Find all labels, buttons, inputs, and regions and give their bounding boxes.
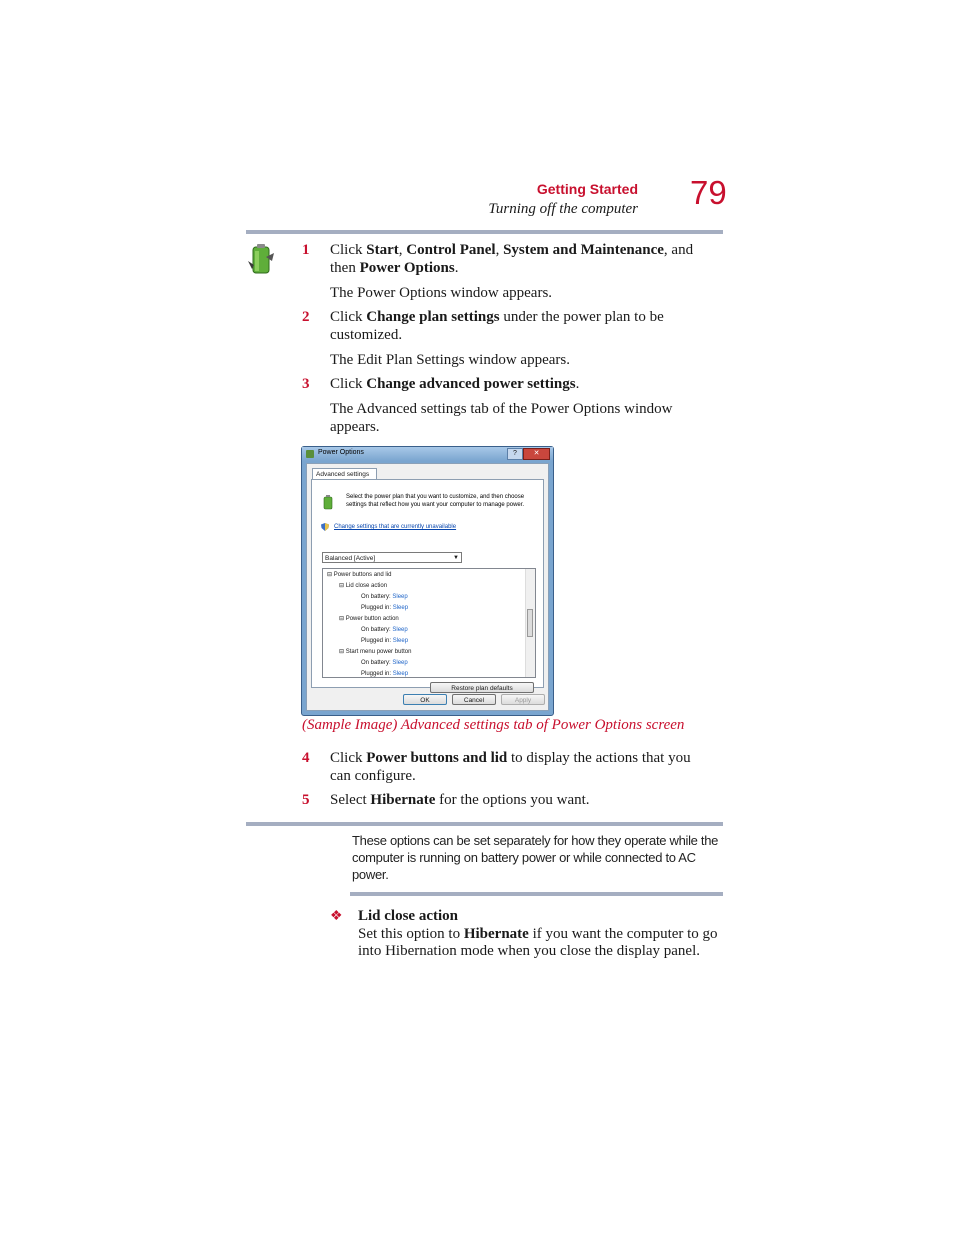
battery-icon xyxy=(246,243,276,277)
shield-icon xyxy=(321,523,329,531)
text-run: for the options you want. xyxy=(435,792,590,808)
step-3-result: The Advanced settings tab of the Power Options window appears. xyxy=(330,401,673,435)
advanced-settings-panel xyxy=(311,479,544,692)
emphasis-term: Change plan settings xyxy=(366,309,500,325)
tree-row: On battery: Sleep xyxy=(361,660,408,666)
step-2 xyxy=(302,308,722,344)
apply-button: Apply xyxy=(501,694,545,705)
restore-defaults-button: Restore plan defaults xyxy=(430,682,534,693)
text-run: Click xyxy=(330,750,367,766)
cancel-button: Cancel xyxy=(452,694,496,705)
text-run: Set this option to xyxy=(358,925,464,942)
window-title: Power Options xyxy=(318,449,364,456)
tree-row: Plugged in: Sleep xyxy=(361,671,409,677)
tree-row: Plugged in: Sleep xyxy=(361,638,409,644)
text-run: . xyxy=(454,260,459,276)
tree-row: ⊟ Power button action xyxy=(339,616,399,622)
tree-row: ⊟ Lid close action xyxy=(339,583,388,589)
tree-row: ⊟ Power buttons and lid xyxy=(327,572,392,578)
power-options-window-image xyxy=(301,446,554,716)
window-titlebar xyxy=(302,447,553,461)
plan-dropdown xyxy=(322,552,462,563)
text-run: , xyxy=(398,242,407,258)
panel-description: Select the power plan that you want to customize, and then choose settings that reflect how you want your computer to manage power. xyxy=(346,494,525,508)
emphasis-term: Hibernate xyxy=(463,925,529,942)
tree-toggle: ⊟ xyxy=(339,616,345,622)
note-top-rule xyxy=(246,822,723,826)
step-3 xyxy=(302,375,722,393)
text-run: , xyxy=(495,242,504,258)
note-text: These options can be set separately for how they operate while the computer is running on battery power or while connected to AC power. xyxy=(352,833,719,882)
plan-selected: Balanced [Active] xyxy=(325,555,376,562)
step-text xyxy=(330,375,722,393)
battery-icon xyxy=(320,494,336,510)
bullet-marker: ❖ xyxy=(330,909,343,924)
header-rule xyxy=(246,230,723,234)
text-run: Click xyxy=(330,309,367,325)
step-number: 3 xyxy=(302,376,310,392)
emphasis-term: Power buttons and lid xyxy=(366,750,508,766)
text-run: Click xyxy=(330,242,367,258)
window-client xyxy=(306,463,549,711)
section-title: Getting Started xyxy=(536,181,638,197)
close-button: ✕ xyxy=(523,448,550,460)
tree-row: Plugged in: Sleep xyxy=(361,605,409,611)
text-run: , and then xyxy=(330,242,694,276)
emphasis-term: Control Panel xyxy=(406,242,496,258)
text-run: if you want the computer to go into Hibernation mode when you close the display panel. xyxy=(358,925,718,959)
text-run: Select xyxy=(330,792,371,808)
step-text xyxy=(330,308,722,344)
power-options-icon xyxy=(306,450,314,458)
tree-row: On battery: Sleep xyxy=(361,594,408,600)
scrollbar-thumb xyxy=(527,609,533,637)
step-text xyxy=(330,749,710,785)
step-number: 1 xyxy=(302,242,310,258)
step-1-result: The Power Options window appears. xyxy=(330,285,553,301)
text-run: Click xyxy=(330,376,367,392)
step-5 xyxy=(302,791,722,809)
tree-toggle: ⊟ xyxy=(339,649,345,655)
bullet-title: Lid close action xyxy=(358,908,458,924)
step-number: 5 xyxy=(302,792,310,808)
step-number: 4 xyxy=(302,750,310,766)
bullet-text xyxy=(358,926,722,961)
tree-scrollbar xyxy=(525,569,535,677)
emphasis-term: Power Options xyxy=(359,260,455,276)
tree-row: ⊟ Start menu power button xyxy=(339,649,412,655)
text-run: under the power plan to be customized. xyxy=(330,309,664,343)
step-2-result: The Edit Plan Settings window appears. xyxy=(330,352,570,368)
text-run: . xyxy=(575,376,580,392)
step-text xyxy=(330,791,722,809)
note-bottom-rule xyxy=(350,892,723,896)
bullet-item xyxy=(358,908,722,961)
tree-toggle: ⊟ xyxy=(327,572,333,578)
subsection-title: Turning off the computer xyxy=(488,201,638,217)
step-text xyxy=(330,241,722,277)
emphasis-term: Start xyxy=(366,242,399,258)
tab-advanced-settings: Advanced settings xyxy=(312,468,377,480)
text-run: to display the actions that you can configure. xyxy=(330,750,691,784)
change-settings-link: Change settings that are currently unavailable xyxy=(334,524,457,530)
emphasis-term: Hibernate xyxy=(370,792,436,808)
page-number: 79 xyxy=(690,174,727,211)
settings-tree xyxy=(322,568,536,678)
step-1 xyxy=(302,241,722,277)
step-number: 2 xyxy=(302,309,310,325)
step-4 xyxy=(302,749,722,785)
image-caption: (Sample Image) Advanced settings tab of Power Options screen xyxy=(302,717,685,733)
emphasis-term: Change advanced power settings xyxy=(366,376,576,392)
tree-toggle: ⊟ xyxy=(339,583,345,589)
help-button: ? xyxy=(507,448,523,460)
chevron-down-icon: ▼ xyxy=(453,555,459,561)
emphasis-term: System and Maintenance xyxy=(503,242,664,258)
ok-button: OK xyxy=(403,694,447,705)
tree-row: On battery: Sleep xyxy=(361,627,408,633)
